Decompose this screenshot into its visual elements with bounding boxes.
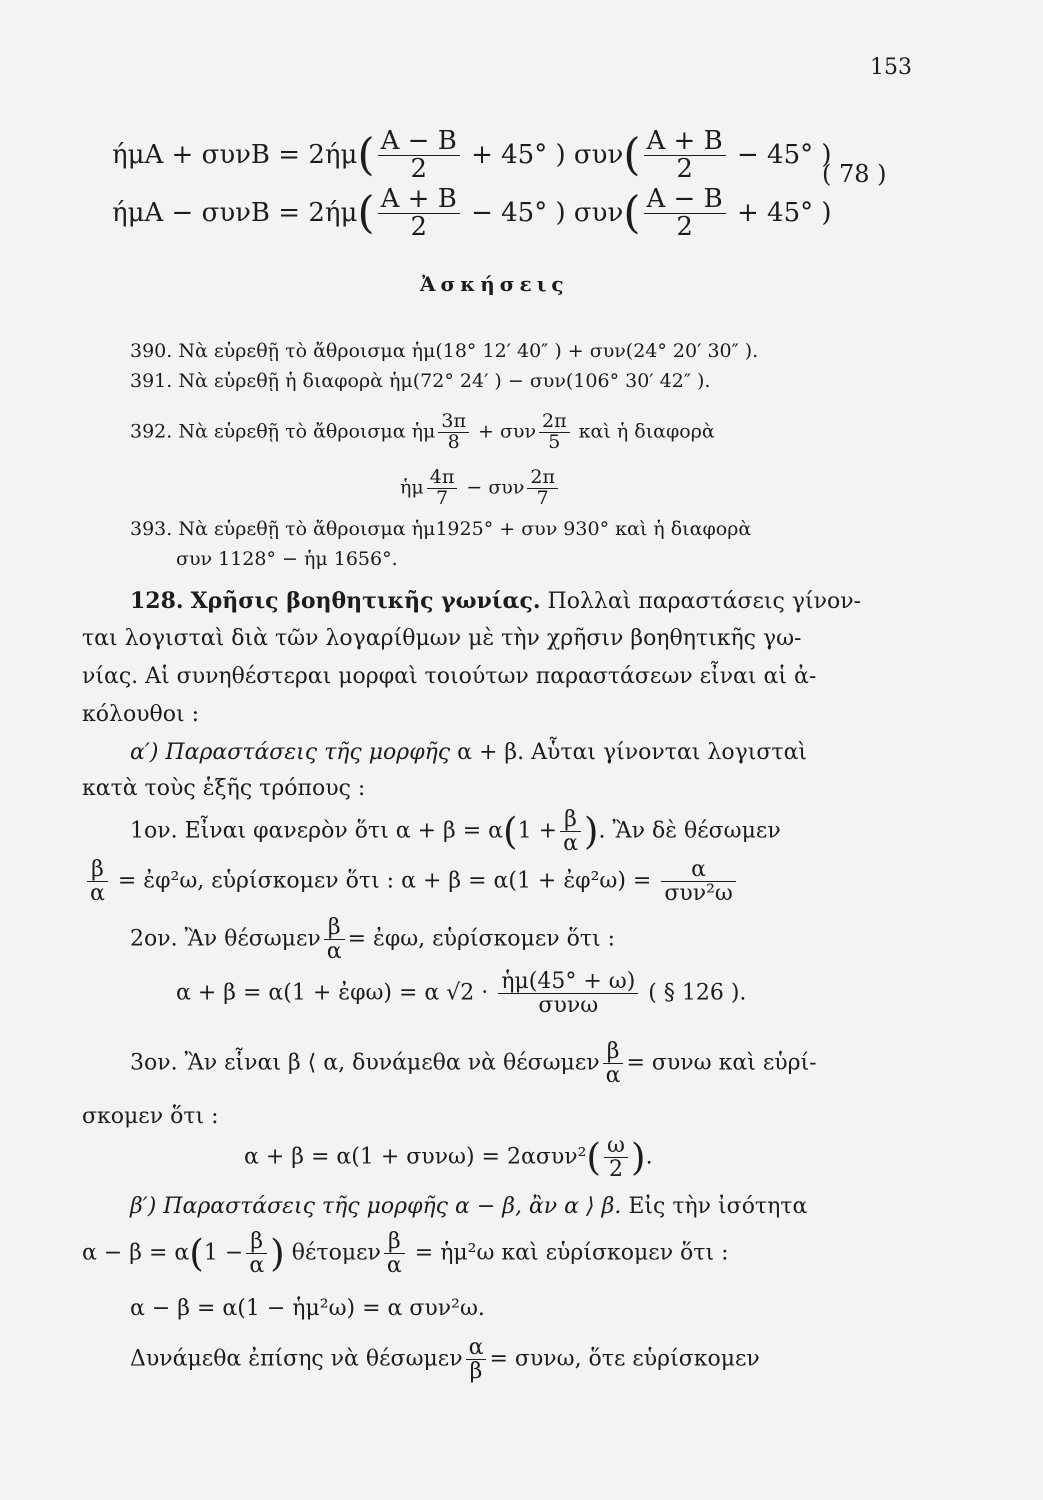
equation-number: ( 78 ): [822, 160, 887, 188]
case-3-line: 3ον. Ἂν εἶναι β ⟨ α, δυνάμεθα νὰ θέσωμεν $\frac{\beta}{\alpha}$ = συνω καὶ εὑρί-: [130, 1039, 817, 1089]
case-2-line: 2ον. Ἂν θέσωμεν $\frac{\beta}{\alpha}$ = ἐφω, εὑρίσκομεν ὅτι :: [130, 915, 616, 965]
exercise-391: 391. Νὰ εὑρεθῇ ἡ διαφορὰ ἡμ(72° 24′ ) − συν(106° 30′ 42″ ).: [130, 370, 711, 392]
formula-text: + 45° ) συν: [471, 139, 624, 170]
case-1-line: 1ον. Εἶναι φανερὸν ὅτι α + β = α(1 + $\frac{\beta}{\alpha}$ ). Ἂν δὲ θέσωμεν: [130, 807, 781, 857]
fraction: $\frac{A - B}{2}$: [644, 186, 726, 242]
case-b-line-2: α − β = α(1 − $\frac{\beta}{\alpha}$ ) θέτομεν $\frac{\beta}{\alpha}$ = ἡμ²ω καὶ εὑρίσκομεν ὅτι :: [82, 1229, 729, 1279]
paragraph-line: νίας. Αἱ συνηθέστεραι μορφαὶ τοιούτων παραστάσεων εἶναι αἱ ἀ-: [82, 664, 817, 689]
exercise-390: 390. Νὰ εὑρεθῇ τὸ ἄθροισμα ἡμ(18° 12′ 40″ ) + συν(24° 20′ 30″ ).: [130, 340, 759, 362]
exercise-392-difference: ἡμ $\frac{4\pi}{7}$ − συν $\frac{2\pi}{7}$: [400, 468, 561, 509]
formula-text: + 45° ): [736, 197, 832, 228]
section-heading-line: [130, 588, 861, 614]
case-b-heading: β′) Παραστάσεις τῆς μορφῆς α − β, ἂν α ⟩ β. Εἰς τὴν ἰσότητα: [130, 1194, 808, 1219]
case-b-equation: α − β = α(1 − ἡμ²ω) = α συν²ω.: [130, 1296, 485, 1321]
case-a-heading: α′) Παραστάσεις τῆς μορφῆς α + β. Αὗται γίνονται λογισταὶ: [130, 740, 808, 765]
paragraph-text: Πολλαὶ παραστάσεις γίνον-: [547, 589, 862, 614]
fraction: $\frac{A + B}{2}$: [644, 128, 726, 184]
paragraph-line: κόλουθοι :: [82, 702, 200, 727]
fraction: $\frac{A + B}{2}$: [378, 186, 460, 242]
exercise-393: 393. Νὰ εὑρεθῇ τὸ ἄθροισμα ἡμ1925° + συν 930° καὶ ἡ διαφορὰ: [130, 518, 752, 540]
formula-row-1: ήμΑ + συνΒ = 2ήμ( $\frac{A - B}{2}$ + 45° ) συν( $\frac{A + B}{2}$ − 45° ): [112, 126, 832, 185]
page-number: 153: [870, 55, 912, 80]
fraction: $\frac{A - B}{2}$: [378, 128, 460, 184]
paragraph-line: κατὰ τοὺς ἑξῆς τρόπους :: [82, 776, 366, 801]
formula-text: − 45° ) συν: [471, 197, 624, 228]
section-number: 128.: [130, 588, 184, 614]
section-title: Χρῆσις βοηθητικῆς γωνίας.: [190, 588, 541, 614]
formula-text: − 45° ): [736, 139, 832, 170]
exercises-heading: Ἀσκήσεις: [420, 272, 569, 296]
paragraph-line: σκομεν ὅτι :: [82, 1104, 219, 1129]
exercise-393-line-2: συν 1128° − ἡμ 1656°.: [176, 548, 398, 570]
case-1-line-2: $\frac{\beta}{\alpha}$ = ἐφ²ω, εὑρίσκομεν ὅτι : α + β = α(1 + ἐφ²ω) = $\frac{\alpha}{\text{συν²ω}}$: [84, 858, 739, 905]
case-3-equation: α + β = α(1 + συνω) = 2ασυν²( $\frac{\omega}{2}$ ).: [244, 1133, 653, 1183]
formula-text: ήμΑ − συνΒ = 2ήμ: [112, 197, 358, 228]
last-line: Δυνάμεθα ἐπίσης νὰ θέσωμεν $\frac{\alpha}{\beta}$ = συνω, ὅτε εὑρίσκομεν: [130, 1335, 760, 1385]
formula-row-2: ήμΑ − συνΒ = 2ήμ( $\frac{A + B}{2}$ − 45° ) συν( $\frac{A - B}{2}$ + 45° ): [112, 184, 832, 243]
paragraph-line: ται λογισταὶ διὰ τῶν λογαρίθμων μὲ τὴν χρῆσιν βοηθητικῆς γω-: [82, 626, 802, 651]
case-2-equation: α + β = α(1 + ἐφω) = α √2 · $\frac{\text{ἡμ(45° + ω)}}{\text{συνω}}$ ( § 126 ).: [176, 969, 747, 1019]
formula-text: ήμΑ + συνΒ = 2ήμ: [112, 139, 358, 170]
exercise-392: 392. Νὰ εὑρεθῇ τὸ ἄθροισμα ἡμ $\frac{3\pi}{8}$ + συν $\frac{2\pi}{5}$ καὶ ἡ διαφορὰ: [130, 410, 715, 453]
